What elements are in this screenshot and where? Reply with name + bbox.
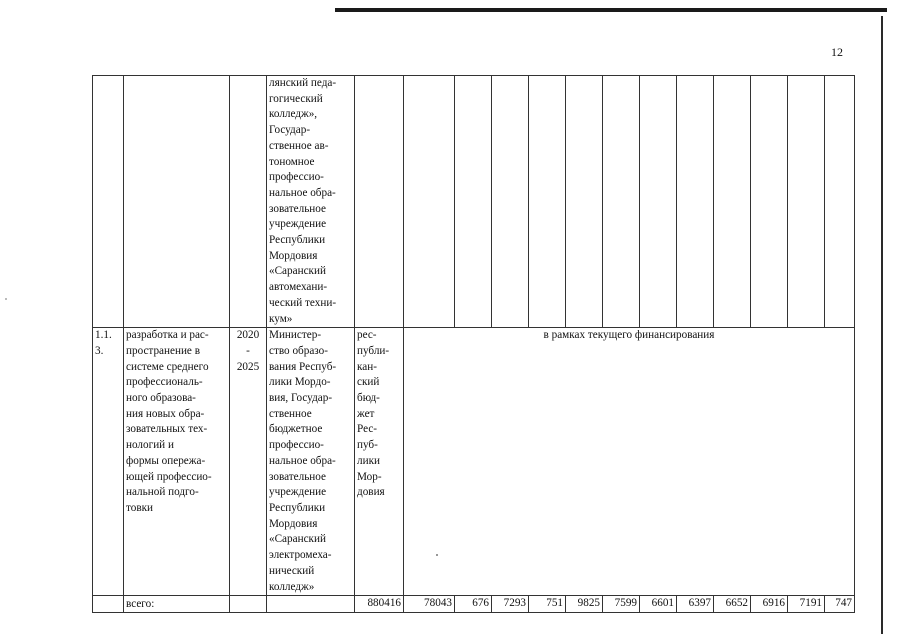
scan-speck: [5, 298, 7, 300]
total-value: 6601: [640, 596, 677, 613]
total-label: всего:: [124, 596, 230, 613]
financing-note: в рамках текущего финансирования: [543, 329, 715, 342]
cell-value: [677, 76, 714, 328]
cell-financing-note: [404, 328, 855, 596]
cell-number: 1.1. 3.: [93, 328, 124, 596]
cell-period: [230, 596, 267, 613]
cell-value: [529, 76, 566, 328]
cell-value: [492, 76, 529, 328]
cell-value: [751, 76, 788, 328]
cell-value: [788, 76, 825, 328]
total-value: 78043: [404, 596, 455, 613]
total-value: 6916: [751, 596, 788, 613]
table-row-continuation: [93, 76, 855, 328]
cell-executor: Министер- ство образо- вания Респуб- лики Мордо- вия, Государ- ственное бюджетное профессио- нальное обра- зовательное учреждение Республики Мордовия «Саранский электромеха- нический колледж»: [267, 328, 355, 596]
cell-value: [603, 76, 640, 328]
cell-number: [93, 596, 124, 613]
cell-value: [566, 76, 603, 328]
cell-source: [355, 76, 404, 328]
table-row-total: [93, 596, 855, 613]
cell-value: [455, 76, 492, 328]
total-value: 676: [455, 596, 492, 613]
page-number: 12: [831, 45, 843, 59]
total-value: 6652: [714, 596, 751, 613]
total-value: 9825: [566, 596, 603, 613]
cell-value: [404, 76, 455, 328]
cell-value: [825, 76, 855, 328]
cell-period: [230, 76, 267, 328]
cell-number: [93, 76, 124, 328]
total-value: 6397: [677, 596, 714, 613]
cell-activity: [124, 76, 230, 328]
total-value: 7293: [492, 596, 529, 613]
total-value: 880416: [355, 596, 404, 613]
cell-value: [714, 76, 751, 328]
total-value: 7191: [788, 596, 825, 613]
cell-source: рес- публи- кан- ский бюд- жет Рес- пуб- лики Мор- довия: [355, 328, 404, 596]
total-value: 747: [825, 596, 855, 613]
table-row-item: [93, 328, 855, 596]
program-table: [92, 75, 855, 613]
cell-executor: [267, 596, 355, 613]
cell-executor: лянский педа- гогический колледж», Государ- ственное ав- тономное профессио- нальное обра- зовательное учреждение Республики Мордовия «Саранский автомехани- ческий техни- кум»: [267, 76, 355, 328]
scan-speck: [436, 554, 438, 556]
cell-period: 2020 - 2025: [230, 328, 267, 596]
top-rule: [335, 8, 887, 12]
cell-activity: разработка и рас- пространение в системе среднего профессиональ- ного образова- ния новых обра- зовательных тех- нологий и формы опережа- ющей профессио- нальной подго- товки: [124, 328, 230, 596]
total-value: 751: [529, 596, 566, 613]
right-margin-rule: [881, 16, 883, 634]
total-value: 7599: [603, 596, 640, 613]
cell-value: [640, 76, 677, 328]
